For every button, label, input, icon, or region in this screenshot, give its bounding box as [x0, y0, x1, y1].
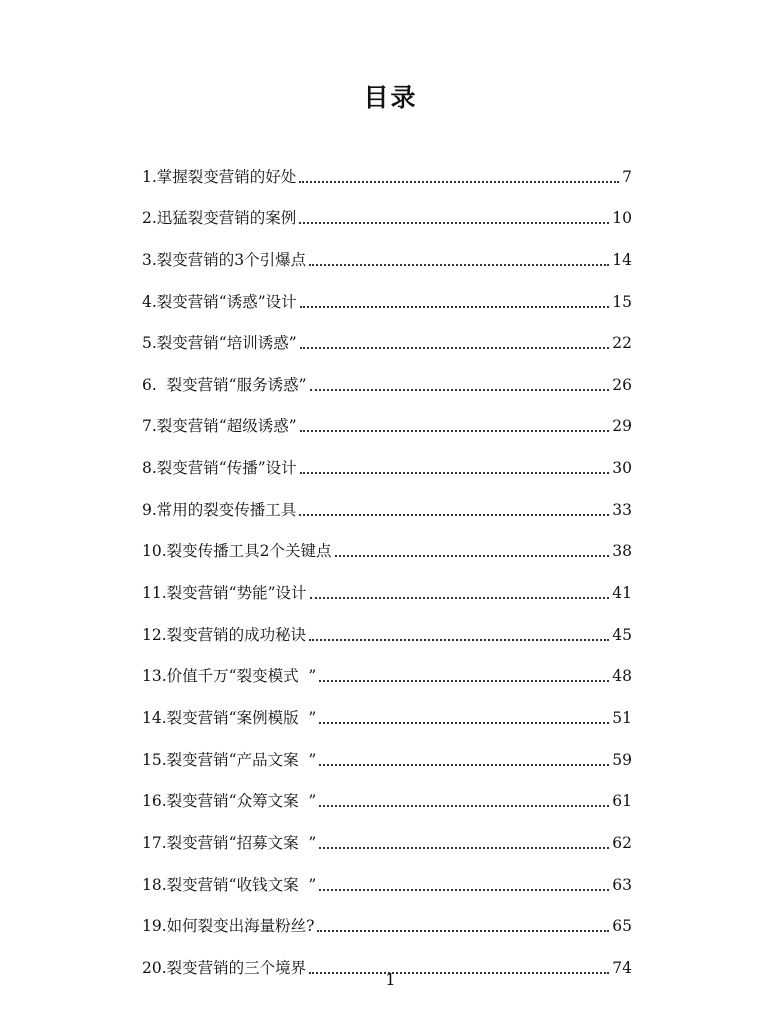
- toc-dot-leader: [300, 430, 610, 432]
- toc-dot-leader: [309, 639, 609, 641]
- toc-entry-4: [142, 270, 632, 312]
- toc-entry-page: 59: [612, 750, 632, 769]
- toc-dot-leader: [299, 514, 609, 516]
- toc-entry-page: 7: [622, 167, 632, 186]
- toc-entry-15: [142, 728, 632, 770]
- toc-entry-page: 33: [612, 500, 632, 519]
- toc-dot-leader: [299, 181, 619, 183]
- toc-entry-page: 48: [612, 667, 632, 686]
- toc-dot-leader: [319, 847, 609, 849]
- toc-entry-label: 10.裂变传播工具2个关键点: [142, 542, 332, 561]
- toc-dot-leader: [319, 722, 609, 724]
- page-title: 目录: [363, 83, 418, 112]
- toc-entry-label: 15.裂变营销“产品文案 ”: [142, 750, 317, 769]
- table-of-contents: [142, 145, 632, 978]
- toc-entry-11: [142, 561, 632, 603]
- toc-entry-label: 6. 裂变营销“服务诱惑”: [142, 375, 307, 394]
- toc-dot-leader: [335, 555, 610, 557]
- toc-entry-label: 9.常用的裂变传播工具: [142, 500, 297, 519]
- page-number: 1: [385, 970, 396, 989]
- toc-dot-leader: [319, 805, 609, 807]
- toc-entry-page: 62: [612, 833, 632, 852]
- toc-entry-16: [142, 770, 632, 812]
- toc-entry-label: 1.掌握裂变营销的好处: [142, 167, 297, 186]
- toc-entry-label: 4.裂变营销“诱惑”设计: [142, 292, 297, 311]
- toc-entry-3: [142, 228, 632, 270]
- toc-entry-page: 45: [612, 625, 632, 644]
- toc-dot-leader: [309, 264, 609, 266]
- toc-entry-page: 74: [612, 958, 632, 977]
- toc-entry-18: [142, 853, 632, 895]
- toc-dot-leader: [300, 306, 610, 308]
- toc-entry-label: 13.价值千万“裂变模式 ”: [142, 667, 317, 686]
- toc-entry-label: 19.如何裂变出海量粉丝?: [142, 917, 315, 936]
- toc-entry-label: 7.裂变营销“超级诱惑”: [142, 417, 297, 436]
- toc-entry-9: [142, 478, 632, 520]
- toc-entry-7: [142, 395, 632, 437]
- toc-entry-page: 14: [612, 250, 632, 269]
- toc-entry-page: 29: [612, 417, 632, 436]
- toc-entry-12: [142, 603, 632, 645]
- toc-entry-page: 65: [612, 917, 632, 936]
- toc-entry-label: 3.裂变营销的3个引爆点: [142, 250, 307, 269]
- toc-entry-19: [142, 895, 632, 937]
- toc-dot-leader: [310, 389, 610, 391]
- toc-entry-page: 38: [612, 542, 632, 561]
- toc-entry-page: 61: [612, 792, 632, 811]
- toc-dot-leader: [319, 680, 609, 682]
- toc-entry-page: 30: [612, 459, 632, 478]
- toc-entry-label: 17.裂变营销“招募文案 ”: [142, 833, 317, 852]
- toc-entry-page: 26: [612, 375, 632, 394]
- toc-dot-leader: [300, 347, 610, 349]
- toc-entry-label: 2.迅猛裂变营销的案例: [142, 209, 297, 228]
- toc-entry-label: 5.裂变营销“培训诱惑”: [142, 334, 297, 353]
- toc-entry-14: [142, 686, 632, 728]
- toc-dot-leader: [300, 472, 610, 474]
- toc-entry-1: [142, 145, 632, 187]
- toc-entry-label: 18.裂变营销“收钱文案 ”: [142, 875, 317, 894]
- toc-dot-leader: [317, 930, 609, 932]
- toc-dot-leader: [299, 222, 609, 224]
- toc-entry-8: [142, 436, 632, 478]
- toc-entry-label: 11.裂变营销“势能”设计: [142, 584, 307, 603]
- toc-entry-2: [142, 187, 632, 229]
- toc-entry-label: 12.裂变营销的成功秘诀: [142, 625, 307, 644]
- toc-entry-page: 22: [612, 334, 632, 353]
- toc-entry-6: [142, 353, 632, 395]
- toc-entry-page: 51: [612, 708, 632, 727]
- toc-entry-label: 20.裂变营销的三个境界: [142, 958, 307, 977]
- toc-entry-label: 14.裂变营销“案例模版 ”: [142, 708, 317, 727]
- toc-dot-leader: [319, 764, 609, 766]
- toc-dot-leader: [319, 889, 609, 891]
- toc-entry-label: 16.裂变营销“众筹文案 ”: [142, 792, 317, 811]
- toc-entry-10: [142, 520, 632, 562]
- toc-entry-page: 63: [612, 875, 632, 894]
- toc-entry-5: [142, 312, 632, 354]
- toc-entry-17: [142, 811, 632, 853]
- toc-dot-leader: [310, 597, 610, 599]
- toc-entry-page: 15: [612, 292, 632, 311]
- toc-entry-label: 8.裂变营销“传播”设计: [142, 459, 297, 478]
- toc-entry-13: [142, 645, 632, 687]
- toc-entry-page: 10: [612, 209, 632, 228]
- toc-entry-page: 41: [612, 584, 632, 603]
